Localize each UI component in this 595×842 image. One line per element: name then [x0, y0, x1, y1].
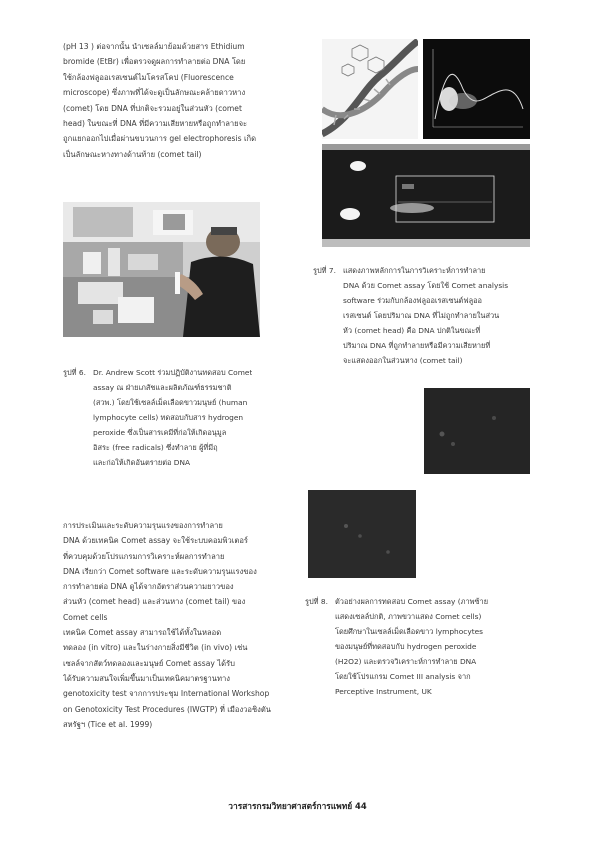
caption-line: Perceptive Instrument, UK: [335, 687, 432, 696]
caption-line: ของมนุษย์ที่ทดสอบกับ hydrogen peroxide: [335, 642, 477, 651]
caption-line: lymphocyte cells) ทดสอบกับสาร hydrogen: [93, 413, 244, 422]
caption-line: ตัวอย่างผลการทดสอบ Comet assay (ภาพซ้าย: [335, 597, 489, 606]
lab-photo: [63, 202, 260, 337]
left-bottom-paragraphs: [63, 518, 290, 732]
caption-line: แสดงเซลล์ปกติ, ภาพขวาแสดง Comet cells): [335, 612, 482, 621]
text-line: on Genotoxicity Test Procedures (IWGTP) ที่ เมืองวอชิงตัน: [63, 704, 271, 714]
figure-6-number: รูปที่ 6.: [63, 368, 86, 377]
text-line: ใช้กล้องฟลูออเรสเซนต์ไมโครสโคป (Fluorescence: [63, 72, 234, 82]
comet-cells-image: [424, 388, 530, 474]
figure-8-caption: [305, 594, 537, 706]
comet-graph-image: [423, 39, 530, 139]
left-top-paragraph: [63, 39, 288, 162]
figure-7-number: รูปที่ 7.: [313, 266, 336, 275]
caption-line: เรสเซนต์ โดยปริมาณ DNA ที่ไม่ถูกทำลายในส่วน: [343, 311, 500, 320]
figure-6-caption: [63, 365, 293, 477]
figure-7-caption: [313, 263, 538, 381]
text-line: Comet cells: [63, 612, 108, 622]
page-footer: วารสารกรมวิทยาศาสตร์การแพทย์ 44: [228, 801, 367, 811]
text-line: bromide (EtBr) เพื่อตรวจดูผลการทำลายต่อ DNA โดย: [63, 57, 246, 67]
caption-line: จะแสดงออกในส่วนหาง (comet tail): [343, 356, 463, 365]
caption-line: (H2O2) และตรวจวิเคราะห์การทำลาย DNA: [335, 657, 477, 666]
caption-line: อิสระ (free radicals) ซึ่งทำลาย ผู้ที่มีฤ: [93, 443, 218, 452]
caption-line: peroxide ซึ่งเป็นสารเคมีที่ก่อให้เกิดอนุมูล: [93, 428, 227, 437]
caption-line: ปริมาณ DNA ที่ถูกทำลายหรือมีความเสียหายที่: [343, 341, 491, 350]
comet-cells-micrograph: [424, 388, 530, 474]
text-line: head) ในขณะที่ DNA ที่มีความเสียหายหรือถูกทำลายจะ: [63, 119, 248, 129]
text-line: (pH 13 ) ต่อจากนั้น นำเซลล์มาย้อมด้วยสาร Ethidium: [63, 42, 245, 51]
comet-software-screenshot: [322, 144, 530, 247]
text-line: DNA ด้วยเทคนิค Comet assay จะใช้ระบบคอมพิวเตอร์: [63, 536, 248, 546]
text-line: การประเมินและระดับความรุนแรงของการทำลาย: [63, 521, 223, 530]
normal-cells-micrograph: [308, 490, 416, 578]
caption-line: software ร่วมกับกล้องฟลูออเรสเซนต์ฟลูออ: [343, 296, 482, 305]
text-line: ส่วนหัว (comet head) และส่วนหาง (comet tail) ของ: [63, 597, 246, 607]
text-line: microscope) ซึ่งภาพที่ได้จะดูเป็นลักษณะคล้ายดาวหาง: [63, 88, 246, 98]
dna-helix-illustration: [322, 39, 418, 139]
caption-line: Dr. Andrew Scott ร่วมปฏิบัติงานทดสอบ Comet: [93, 368, 253, 377]
text-line: genotoxicity test จากการประชุม International Workshop: [63, 689, 270, 699]
comet-intensity-plot: [423, 39, 530, 139]
dna-structure-image: [322, 39, 418, 139]
comet-software-view: [322, 144, 530, 247]
caption-line: โดยศึกษาในเซลล์เม็ดเลือดขาว lymphocytes: [335, 627, 483, 636]
caption-line: assay ณ ฝ่ายเภสัชและผลิตภัณฑ์ธรรมชาติ: [93, 383, 232, 392]
caption-line: (สวพ.) โดยใช้เซลล์เม็ดเลือดขาวมนุษย์ (human: [93, 398, 248, 407]
text-line: เซลล์จากสัตว์ทดลองและมนุษย์ Comet assay ได้รับ: [63, 658, 235, 668]
text-line: ถูกแยกออกไปเมื่อผ่านขบวนการ gel electrophoresis เกิด: [63, 134, 257, 144]
caption-line: โดยใช้โปรแกรม Comet III analysis จาก: [335, 672, 471, 681]
caption-line: DNA ด้วย Comet assay โดยใช้ Comet analysis: [343, 281, 509, 290]
caption-line: และก่อให้เกิดอันตรายต่อ DNA: [93, 458, 191, 467]
text-line: DNA เรียกว่า Comet software และระดับความรุนแรงของ: [63, 566, 257, 576]
text-line: ทดลอง (in vitro) และในร่างกายสิ่งมีชีวิต (in vivo) เช่น: [63, 643, 248, 653]
text-line: ได้รับความสนใจเพิ่มขึ้นมาเป็นเทคนิคมาตรฐานทาง: [63, 673, 230, 683]
text-line: สหรัฐฯ (Tice et al. 1999): [63, 719, 153, 729]
caption-line: หัว (comet head) คือ DNA ปกติในขณะที่: [343, 326, 481, 335]
text-line: เป็นลักษณะหางทางด้านท้าย (comet tail): [63, 149, 202, 159]
lab-photo-illustration: [63, 202, 260, 337]
text-line: ที่ควบคุมด้วยโปรแกรมการวิเคราะห์ผลการทำลาย: [63, 551, 225, 561]
text-line: เทคนิค Comet assay สามารถใช้ได้ทั้งในหลอด: [63, 628, 222, 638]
normal-cells-image: [308, 490, 416, 578]
text-line: (comet) โดย DNA ที่ปกติจะรวมอยู่ในส่วนหัว (comet: [63, 103, 242, 113]
caption-line: แสดงภาพหลักการในการวิเคราะห์การทำลาย: [343, 266, 486, 275]
figure-8-number: รูปที่ 8.: [305, 597, 328, 606]
text-line: การทำลายต่อ DNA ดูได้จากอัตราส่วนความยาวของ: [63, 582, 234, 592]
